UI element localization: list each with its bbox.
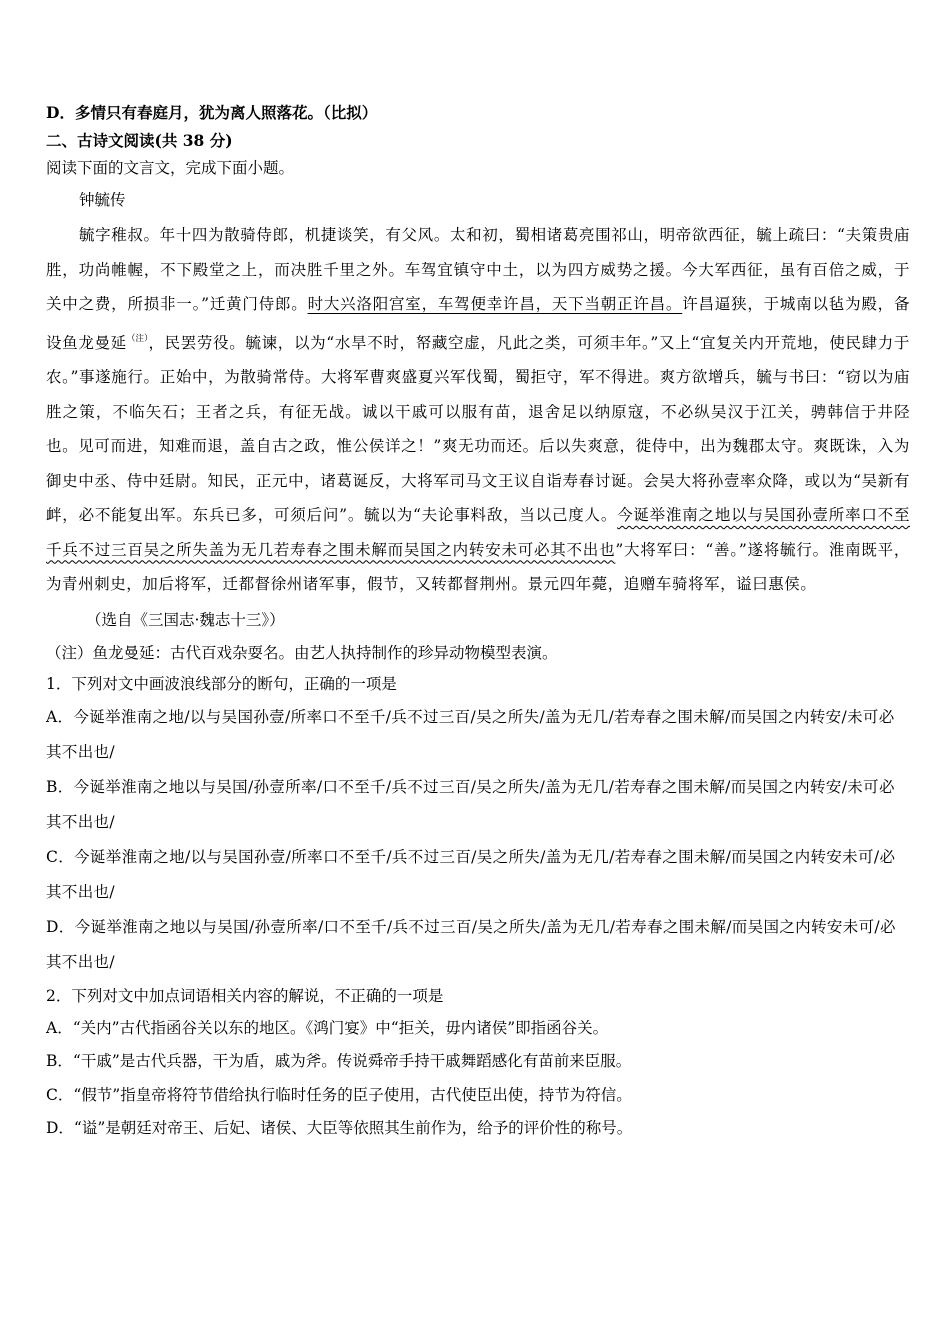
passage-text-1: 毓字稚叔。年十四为散骑侍郎，机捷谈笑，有父风。太和初，蜀相诸葛亮围祁山，明帝欲西征，毓上疏曰：“夫策贵庙胜，功尚帷幄，不下殿堂之上，而决胜千里之外。车驾宜镇守中土，以为四方威势之援。今大军西征，虽有百倍之威，于关中之费，所损非一。”迁黄门侍郎。 [46, 226, 910, 313]
section-title: 二、古诗文阅读(共 38 分) [46, 131, 233, 150]
passage-text-4: ”大将军曰：“善。”遂将毓行。淮南既平，为青州刺史，加后将军，迁都督徐州诸军事，假节，又转都督荆州。景元四年薨，追赠车骑将军，谥曰惠侯。 [46, 540, 910, 593]
question-2-option-a: A．“关内”古代指函谷关以东的地区。《鸿门宴》中“拒关，毋内诸侯”即指函谷关。 [46, 1018, 609, 1037]
passage-text-2: 许昌逼狭，于城南以毡为殿，备设鱼龙曼延 [46, 295, 910, 352]
passage-text-3: ，民罢劳役。毓谏，以为“水旱不时，帑藏空虚，凡此之类，可须丰年。”又上“宜复关内开荒地，使民肆力于农。”事遂施行。正始中，为散骑常侍。大将军曹爽盛夏兴军伐蜀，蜀拒守，军不得进。爽方欲增兵，毓与书曰：“窃以为庙胜之策，不临矢石；王者之兵，有征无战。诚以干戚可以服有苗，退舍足以纳原寇，不必纵吴汉于江关，骋韩信于井陉也。见可而进，知难而退，盖自古之政，惟公侯详之！”爽无功而还。后以失爽意，徙侍中，出为魏郡太守。爽既诛，入为御史中丞、侍中廷尉。知民，正元中，诸葛诞反，大将军司马文王议自诣寿春讨诞。会吴大将孙壹率众降，或以为“吴新有衅，必不能复出军。东兵已多，可须后问”。毓以为“夫论事料敌，当以己度人。 [46, 333, 910, 524]
question-2-option-b: B．“干戚”是古代兵器，干为盾，戚为斧。传说舜帝手持干戚舞蹈感化有苗前来臣服。 [46, 1052, 632, 1070]
passage-footnote: （注）鱼龙曼延：古代百戏杂耍名。由艺人执持制作的珍异动物模型表演。 [46, 643, 558, 662]
question-1-option-a: A．今诞举淮南之地/以与吴国孙壹/所率口不至千/兵不过三百/吴之所失/盖为无几/若寿春之围未解/而吴国之内转安/未可必其不出也/ [46, 707, 895, 761]
question-2-stem: 2．下列对文中加点词语相关内容的解说，不正确的一项是 [46, 986, 444, 1005]
passage-body [46, 218, 910, 602]
question-2-option-c: C．“假节”指皇帝将符节借给执行临时任务的臣子使用，古代使臣出使，持节为符信。 [46, 1085, 632, 1104]
question-1-stem: 1．下列对文中画波浪线部分的断句，正确的一项是 [46, 674, 397, 693]
note-marker: （注） [126, 333, 149, 344]
question-2-option-d: D．“谥”是朝廷对帝王、后妃、诸侯、大臣等依照其生前作为，给予的评价性的称号。 [46, 1119, 633, 1137]
passage-title: 钟毓传 [79, 191, 126, 209]
document-page [46, 98, 910, 1146]
underlined-sentence: 时大兴洛阳宫室，车驾便幸许昌，天下当朝正许昌。 [307, 295, 683, 313]
passage-source: （选自《三国志·魏志十三》） [86, 610, 285, 629]
question-1-option-c: C．今诞举淮南之地/以与吴国孙壹/所率口不至千/兵不过三百/吴之所失/盖为无几/若寿春之围未解/而吴国之内转安未可/必其不出也/ [46, 847, 896, 901]
wavy-underlined-text: 今诞举淮南之地以与吴国孙壹所率口不至千兵不过三百吴之所失盖为无几若寿春之围未解而吴国之内转安未可必其不出也 [46, 506, 911, 559]
section-instruction: 阅读下面的文言文，完成下面小题。 [46, 159, 295, 177]
previous-question-option-d: D．多情只有春庭月，犹为离人照落花。（比拟） [46, 103, 378, 122]
question-1-option-b: B．今诞举淮南之地以与吴国/孙壹所率/口不至千/兵不过三百/吴之所失/盖为无几/若寿春之围未解/而吴国之内转安/未可必其不出也/ [46, 777, 895, 831]
question-1-option-d: D．今诞举淮南之地以与吴国/孙壹所率/口不至千/兵不过三百/吴之所失/盖为无几/若寿春之围未解/而吴国之内转安未可/必其不出也/ [46, 917, 896, 971]
